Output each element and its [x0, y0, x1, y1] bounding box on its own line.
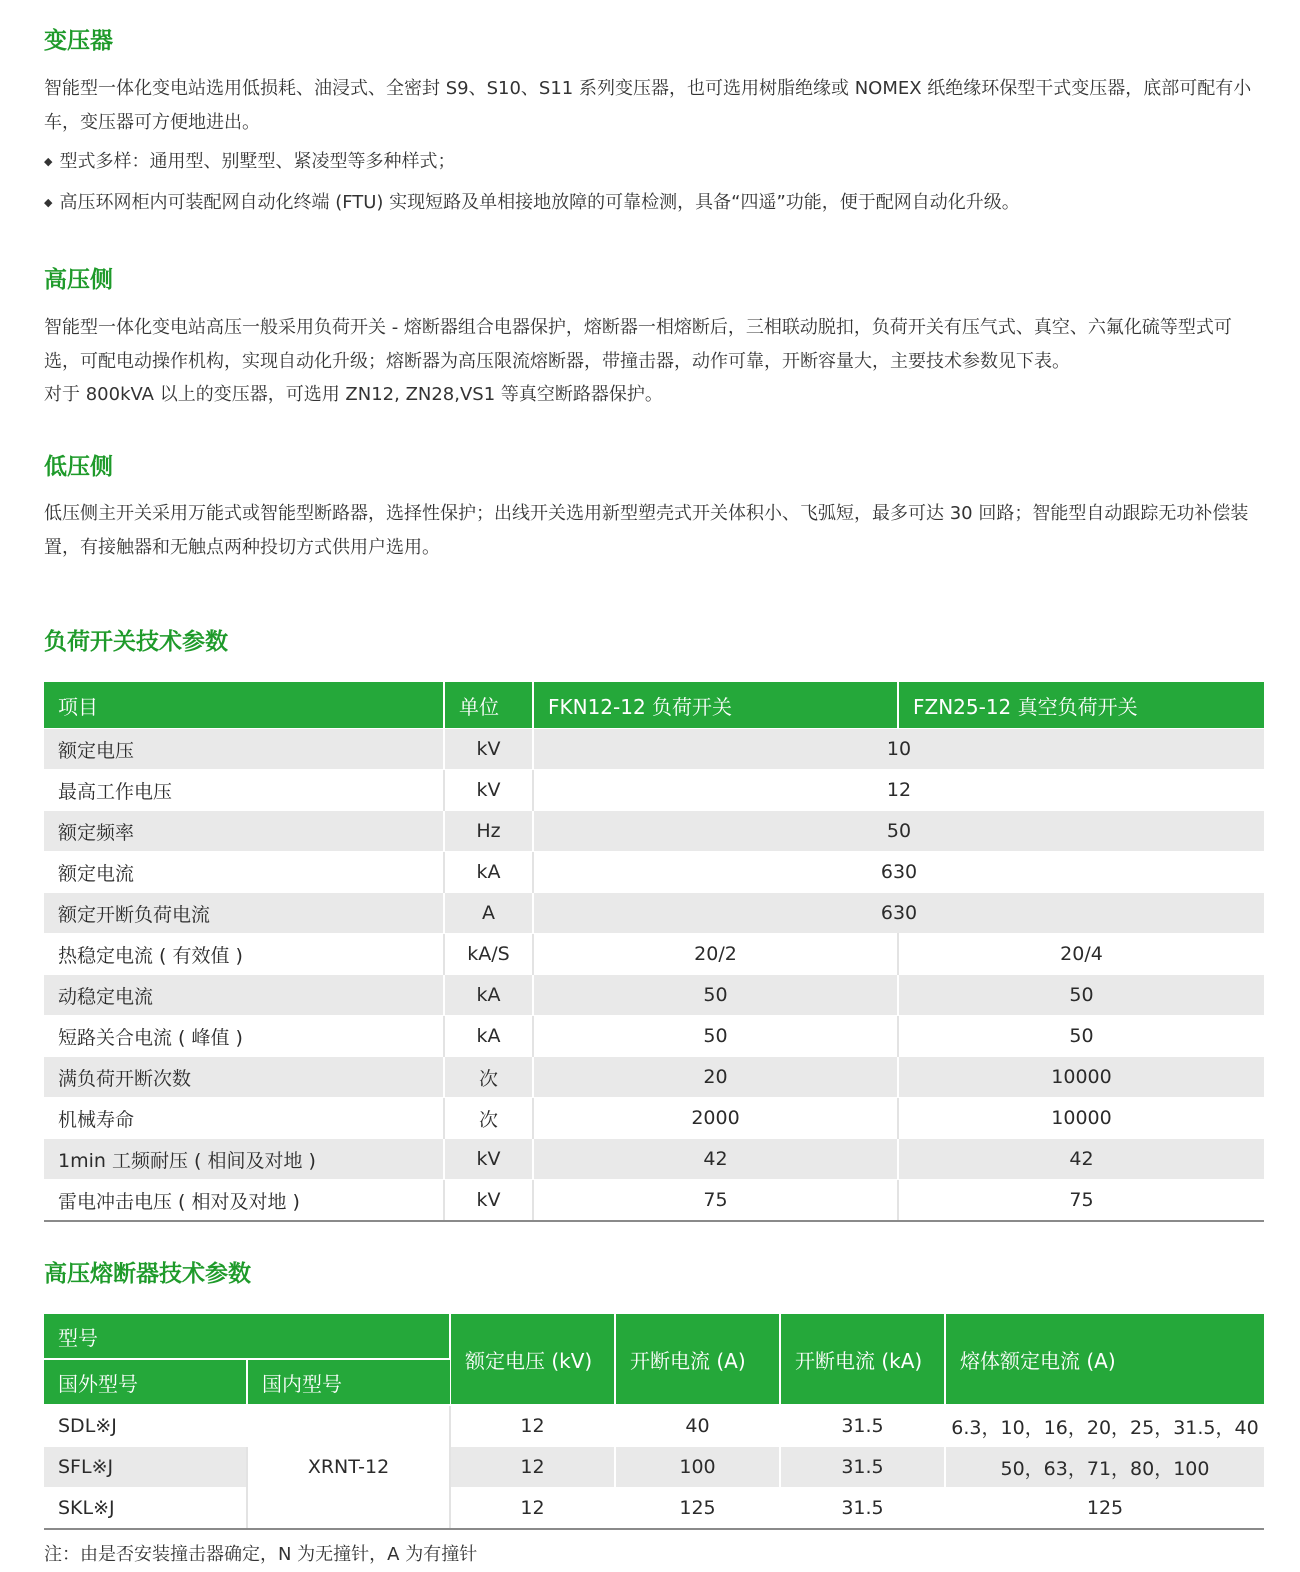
fzn25-value-cell: 75: [898, 1180, 1264, 1222]
param-unit-cell: 次: [444, 1098, 533, 1139]
table-row: [44, 1016, 1264, 1057]
table-row: [44, 852, 1264, 893]
section-title-transformer: 变压器: [44, 28, 113, 54]
table-row: [44, 729, 1264, 770]
section-title-load-switch: 负荷开关技术参数: [44, 629, 228, 655]
transformer-description: 智能型一体化变电站选用低损耗、油浸式、全密封 S9、S10、S11 系列变压器，也可选用树脂绝缘或 NOMEX 纸绝缘环保型干式变压器，底部可配有小车，变压器可方便地进出。: [44, 78, 1252, 133]
param-unit-cell: kV: [444, 729, 533, 770]
fuse-table: [44, 1314, 1264, 1530]
voltage-cell: 12: [450, 1488, 615, 1530]
table-row: [44, 1057, 1264, 1098]
shared-value-cell: 630: [533, 893, 1264, 934]
param-unit-cell: Hz: [444, 811, 533, 852]
table-row: [44, 811, 1264, 852]
table-row: [44, 1447, 1264, 1488]
param-unit-cell: A: [444, 893, 533, 934]
shared-value-cell: 10: [533, 729, 1264, 770]
section-title-high-voltage: 高压侧: [44, 267, 113, 293]
param-unit-cell: kA: [444, 1016, 533, 1057]
param-name-cell: 机械寿命: [44, 1098, 444, 1139]
param-unit-cell: kA/S: [444, 934, 533, 975]
bullet-text: 型式多样：通用型、别墅型、紧凌型等多种样式；: [59, 151, 456, 172]
foreign-model-cell: SDL※J: [44, 1405, 247, 1447]
foreign-model-cell: SFL※J: [44, 1447, 247, 1488]
header-foreign-model: 国外型号: [44, 1359, 247, 1405]
header-model: 型号: [44, 1314, 450, 1359]
table-header-row: [44, 1314, 1264, 1359]
param-name-cell: 短路关合电流 ( 峰值 ): [44, 1016, 444, 1057]
header-domestic-model: 国内型号: [247, 1359, 450, 1405]
param-name-cell: 动稳定电流: [44, 975, 444, 1016]
header-fkn12: FKN12-12 负荷开关: [533, 682, 898, 729]
header-item: 项目: [44, 682, 444, 729]
high-voltage-description: 智能型一体化变电站高压一般采用负荷开关 - 熔断器组合电器保护，熔断器一相熔断后，三相联动脱扣，负荷开关有压气式、真空、六氟化硫等型式可选，可配电动操作机构，实现自动化升级；熔断器为高压限流熔断器，带撞击器，动作可靠，开断容量大，主要技术参数见下表。: [44, 317, 1232, 372]
param-name-cell: 1min 工频耐压 ( 相间及对地 ): [44, 1139, 444, 1180]
param-name-cell: 最高工作电压: [44, 770, 444, 811]
current-a-cell: 40: [615, 1405, 780, 1447]
fkn12-value-cell: 50: [533, 975, 898, 1016]
fzn25-value-cell: 42: [898, 1139, 1264, 1180]
fzn25-value-cell: 50: [898, 975, 1264, 1016]
param-unit-cell: kA: [444, 975, 533, 1016]
fuse-rated-cell: 50，63，71，80，100: [945, 1447, 1264, 1488]
fzn25-value-cell: 10000: [898, 1057, 1264, 1098]
table-row: [44, 1488, 1264, 1530]
fzn25-value-cell: 20/4: [898, 934, 1264, 975]
param-unit-cell: 次: [444, 1057, 533, 1098]
voltage-cell: 12: [450, 1447, 615, 1488]
domestic-model-cell: XRNT-12: [247, 1405, 450, 1529]
high-voltage-note: 对于 800kVA 以上的变压器，可选用 ZN12, ZN28,VS1 等真空断路器保护。: [44, 384, 663, 405]
foreign-model-cell: SKL※J: [44, 1488, 247, 1530]
low-voltage-description: 低压侧主开关采用万能式或智能型断路器，选择性保护；出线开关选用新型塑壳式开关体积小、飞弧短，最多可达 30 回路；智能型自动跟踪无功补偿装置，有接触器和无触点两种投切方式供用户选用。: [44, 503, 1249, 558]
current-a-cell: 125: [615, 1488, 780, 1530]
fkn12-value-cell: 20: [533, 1057, 898, 1098]
table-row: [44, 770, 1264, 811]
param-unit-cell: kA: [444, 852, 533, 893]
header-rated-voltage: 额定电压 (kV): [450, 1314, 615, 1405]
header-breaking-current-a: 开断电流 (A): [615, 1314, 780, 1405]
param-name-cell: 额定开断负荷电流: [44, 893, 444, 934]
param-name-cell: 额定电流: [44, 852, 444, 893]
voltage-cell: 12: [450, 1405, 615, 1447]
transformer-bullet-1: [44, 145, 1266, 181]
table-row: [44, 1180, 1264, 1222]
fkn12-value-cell: 75: [533, 1180, 898, 1222]
param-name-cell: 热稳定电流 ( 有效值 ): [44, 934, 444, 975]
table-row: [44, 934, 1264, 975]
shared-value-cell: 630: [533, 852, 1264, 893]
section-title-low-voltage: 低压侧: [44, 454, 113, 480]
fkn12-value-cell: 50: [533, 1016, 898, 1057]
param-unit-cell: kV: [444, 770, 533, 811]
param-unit-cell: kV: [444, 1180, 533, 1222]
param-name-cell: 额定电压: [44, 729, 444, 770]
current-ka-cell: 31.5: [780, 1405, 945, 1447]
shared-value-cell: 50: [533, 811, 1264, 852]
fuse-rated-cell: 6.3，10，16，20，25，31.5，40: [945, 1405, 1264, 1447]
current-ka-cell: 31.5: [780, 1447, 945, 1488]
param-name-cell: 雷电冲击电压 ( 相对及对地 ): [44, 1180, 444, 1222]
table-row: [44, 975, 1264, 1016]
current-a-cell: 100: [615, 1447, 780, 1488]
fuse-note: 注：由是否安装撞击器确定，N 为无撞针，A 为有撞针: [44, 1544, 478, 1565]
header-fzn25: FZN25-12 真空负荷开关: [898, 682, 1264, 729]
param-name-cell: 满负荷开断次数: [44, 1057, 444, 1098]
param-unit-cell: kV: [444, 1139, 533, 1180]
table-row: [44, 893, 1264, 934]
section-title-fuse: 高压熔断器技术参数: [44, 1261, 251, 1287]
header-breaking-current-ka: 开断电流 (kA): [780, 1314, 945, 1405]
param-name-cell: 额定频率: [44, 811, 444, 852]
load-switch-table: [44, 682, 1264, 1222]
current-ka-cell: 31.5: [780, 1488, 945, 1530]
fkn12-value-cell: 42: [533, 1139, 898, 1180]
header-unit: 单位: [444, 682, 533, 729]
bullet-text: 高压环网柜内可装配网自动化终端 (FTU) 实现短路及单相接地放障的可靠检测，具备“四遥”功能，便于配网自动化升级。: [59, 192, 1020, 213]
table-row: [44, 1098, 1264, 1139]
shared-value-cell: 12: [533, 770, 1264, 811]
fzn25-value-cell: 10000: [898, 1098, 1264, 1139]
transformer-bullet-2: [44, 186, 1266, 222]
fzn25-value-cell: 50: [898, 1016, 1264, 1057]
fkn12-value-cell: 2000: [533, 1098, 898, 1139]
fkn12-value-cell: 20/2: [533, 934, 898, 975]
table-row: [44, 1139, 1264, 1180]
table-header-row: [44, 682, 1264, 729]
table-row: [44, 1405, 1264, 1447]
header-fuse-rated-current: 熔体额定电流 (A): [945, 1314, 1264, 1405]
fuse-rated-cell: 125: [945, 1488, 1264, 1530]
